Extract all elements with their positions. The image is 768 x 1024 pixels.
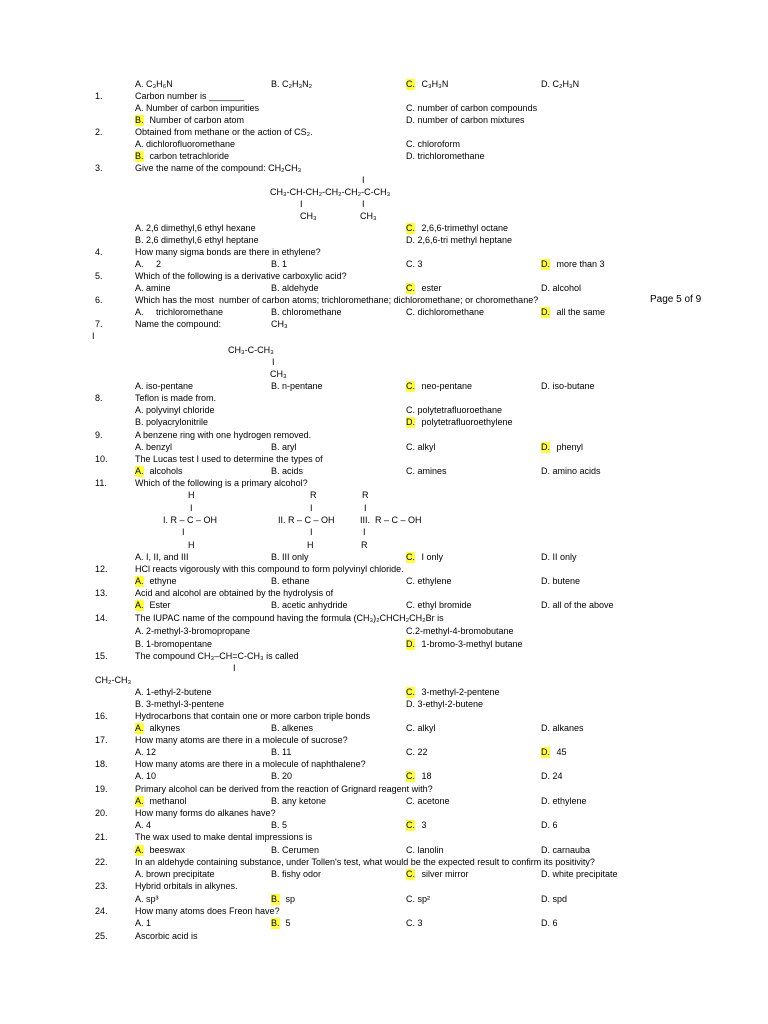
text-fragment: III. R – C – OH bbox=[360, 515, 422, 525]
text-fragment: D. number of carbon mixtures bbox=[406, 115, 525, 125]
text-fragment: D. II only bbox=[541, 552, 577, 562]
text-fragment: D. 3-ethyl-2-butene bbox=[406, 699, 484, 709]
answer-highlight: C. bbox=[406, 771, 415, 781]
answer-highlight: B. bbox=[135, 115, 144, 125]
answer-highlight: D. bbox=[406, 417, 415, 427]
text-fragment: methanol bbox=[147, 796, 187, 806]
text-fragment: A. 2,6 dimethyl,6 ethyl hexane bbox=[135, 223, 256, 233]
answer-highlight: A. bbox=[135, 845, 144, 855]
text-fragment: C. 3 bbox=[406, 918, 423, 928]
text-fragment: alkynes bbox=[147, 723, 181, 733]
text-fragment: B. chloromethane bbox=[271, 307, 342, 317]
text-fragment: B. polyacrylonitrile bbox=[135, 417, 209, 427]
text-fragment: 9. bbox=[95, 430, 103, 440]
text-fragment: sp bbox=[283, 894, 296, 904]
text-fragment: CH₃ bbox=[300, 211, 317, 221]
text-fragment: How many sigma bonds are there in ethylene? bbox=[135, 247, 321, 257]
text-fragment: Ascorbic acid is bbox=[135, 931, 198, 941]
text-fragment: 6. bbox=[95, 295, 103, 305]
text-fragment: D. all of the above bbox=[541, 600, 614, 610]
text-fragment: C. polytetrafluoroethane bbox=[406, 405, 503, 415]
text-fragment: 19. bbox=[95, 784, 108, 794]
text-fragment: B. acetic anhydride bbox=[271, 600, 348, 610]
answer-highlight: C. bbox=[406, 381, 415, 391]
text-fragment: B. 3-methyl-3-pentene bbox=[135, 699, 225, 709]
text-fragment: C₃H₃N bbox=[419, 79, 449, 89]
text-fragment: D. ethylene bbox=[541, 796, 587, 806]
text-fragment: A. 2-methyl-3-bromopropane bbox=[135, 626, 251, 636]
text-fragment: 18. bbox=[95, 759, 108, 769]
text-fragment: I bbox=[310, 503, 313, 513]
text-fragment: beeswax bbox=[147, 845, 186, 855]
text-fragment: A. amine bbox=[135, 283, 171, 293]
text-fragment: A. polyvinyl chloride bbox=[135, 405, 215, 415]
text-fragment: B. III only bbox=[271, 552, 309, 562]
text-fragment: CH₂-CH₃ bbox=[95, 675, 132, 685]
text-fragment: I bbox=[300, 199, 303, 209]
text-fragment: How many atoms does Freon have? bbox=[135, 906, 280, 916]
text-fragment: C. alkyl bbox=[406, 723, 436, 733]
text-fragment: A. 10 bbox=[135, 771, 157, 781]
text-fragment: 20. bbox=[95, 808, 108, 818]
text-fragment: II. R – C – OH bbox=[278, 515, 335, 525]
text-fragment: 24. bbox=[95, 906, 108, 916]
text-fragment: In an aldehyde containing substance, under Tollen's test, what would be the expected result to confirm its positivity? bbox=[135, 857, 595, 867]
text-fragment: Obtained from methane or the action of CS₂. bbox=[135, 127, 313, 137]
text-fragment: 17. bbox=[95, 735, 108, 745]
text-fragment: C. chloroform bbox=[406, 139, 461, 149]
answer-highlight: A. bbox=[135, 576, 144, 586]
text-fragment: D. trichloromethane bbox=[406, 151, 485, 161]
text-fragment: The wax used to make dental impressions is bbox=[135, 832, 313, 842]
text-fragment: I bbox=[182, 527, 185, 537]
text-fragment: alcohols bbox=[147, 466, 183, 476]
text-fragment: C. acetone bbox=[406, 796, 450, 806]
text-fragment: C. ethylene bbox=[406, 576, 452, 586]
answer-highlight: C. bbox=[406, 552, 415, 562]
text-fragment: H bbox=[307, 540, 314, 550]
text-fragment: 1. bbox=[95, 91, 103, 101]
text-fragment: CH₃ bbox=[271, 319, 288, 329]
answer-highlight: D. bbox=[541, 259, 550, 269]
text-fragment: I bbox=[363, 527, 366, 537]
text-fragment: 1-bromo-3-methyl butane bbox=[419, 639, 523, 649]
answer-highlight: C. bbox=[406, 820, 415, 830]
text-fragment: D. 24 bbox=[541, 771, 563, 781]
page-number-label: Page 5 of 9 bbox=[650, 294, 702, 305]
text-fragment: C. 3 bbox=[406, 259, 423, 269]
text-fragment: 10. bbox=[95, 454, 108, 464]
text-fragment: 4. bbox=[95, 247, 103, 257]
text-fragment: I bbox=[310, 527, 313, 537]
text-fragment: B. fishy odor bbox=[271, 869, 322, 879]
text-fragment: all the same bbox=[554, 307, 606, 317]
text-fragment: I bbox=[364, 503, 367, 513]
text-fragment: Primary alcohol can be derived from the reaction of Grignard reagent with? bbox=[135, 784, 433, 794]
text-fragment: ester bbox=[419, 283, 442, 293]
text-fragment: How many atoms are there in a molecule of naphthalene? bbox=[135, 759, 366, 769]
text-fragment: 11. bbox=[95, 478, 107, 488]
answer-highlight: D. bbox=[406, 639, 415, 649]
text-fragment: D. alcohol bbox=[541, 283, 582, 293]
answer-highlight: A. bbox=[135, 796, 144, 806]
text-fragment: B. 5 bbox=[271, 820, 288, 830]
text-fragment: R bbox=[362, 490, 369, 500]
text-fragment: C. 22 bbox=[406, 747, 428, 757]
text-fragment: I bbox=[272, 357, 275, 367]
text-fragment: D. 6 bbox=[541, 918, 558, 928]
text-fragment: B. n-pentane bbox=[271, 381, 323, 391]
text-fragment: 21. bbox=[95, 832, 108, 842]
text-fragment: CH₃-C-CH₃ bbox=[228, 345, 274, 355]
text-fragment: A. Number of carbon impurities bbox=[135, 103, 260, 113]
text-fragment: B. 11 bbox=[271, 747, 292, 757]
text-fragment: Carbon number is _______ bbox=[135, 91, 245, 101]
text-fragment: D. iso-butane bbox=[541, 381, 595, 391]
text-fragment: I bbox=[190, 503, 193, 513]
text-fragment: I only bbox=[419, 552, 444, 562]
text-fragment: 2. bbox=[95, 127, 103, 137]
text-fragment: I bbox=[92, 331, 95, 341]
text-fragment: B. C₂H₃N₂ bbox=[271, 79, 313, 89]
text-fragment: B. ethane bbox=[271, 576, 310, 586]
text-fragment: The IUPAC name of the compound having the formula (CH₃)₂CHCH₂CH₂Br is bbox=[135, 613, 444, 623]
text-fragment: silver mirror bbox=[419, 869, 469, 879]
text-fragment: B. aryl bbox=[271, 442, 297, 452]
text-fragment: C. dichloromethane bbox=[406, 307, 485, 317]
text-fragment: HCl reacts vigorously with this compound to form polyvinyl chloride. bbox=[135, 564, 404, 574]
text-fragment: B. Cerumen bbox=[271, 845, 320, 855]
text-fragment: neo-pentane bbox=[419, 381, 473, 391]
text-fragment: Name the compound: bbox=[135, 319, 222, 329]
text-fragment: 15. bbox=[95, 651, 108, 661]
text-fragment: phenyl bbox=[554, 442, 584, 452]
text-fragment: A. brown precipitate bbox=[135, 869, 215, 879]
text-fragment: A. 1 bbox=[135, 918, 152, 928]
text-fragment: more than 3 bbox=[554, 259, 605, 269]
text-fragment: carbon tetrachloride bbox=[147, 151, 230, 161]
text-fragment: Hybrid orbitals in alkynes. bbox=[135, 881, 238, 891]
text-fragment: A. C₃H₆N bbox=[135, 79, 173, 89]
text-fragment: A benzene ring with one hydrogen removed. bbox=[135, 430, 312, 440]
text-fragment: 5 bbox=[283, 918, 291, 928]
text-fragment: CH₃-CH-CH₂-CH₂-CH₂-C-CH₃ bbox=[270, 187, 391, 197]
text-fragment: B. acids bbox=[271, 466, 304, 476]
text-fragment: 8. bbox=[95, 393, 103, 403]
text-fragment: CH₃ bbox=[360, 211, 377, 221]
text-fragment: polytetrafluoroethylene bbox=[419, 417, 513, 427]
text-fragment: CH₃ bbox=[270, 369, 287, 379]
text-fragment: C. amines bbox=[406, 466, 447, 476]
text-fragment: A. 1-ethyl-2-butene bbox=[135, 687, 212, 697]
text-fragment: The compound CH₃–CH=C-CH₃ is called bbox=[135, 651, 299, 661]
text-fragment: How many forms do alkanes have? bbox=[135, 808, 276, 818]
text-fragment: Acid and alcohol are obtained by the hydrolysis of bbox=[135, 588, 334, 598]
answer-highlight: A. bbox=[135, 466, 144, 476]
text-fragment: R bbox=[361, 540, 368, 550]
text-fragment: 14. bbox=[95, 613, 108, 623]
text-fragment: How many atoms are there in a molecule of sucrose? bbox=[135, 735, 348, 745]
text-fragment: Number of carbon atom bbox=[147, 115, 245, 125]
text-fragment: D. amino acids bbox=[541, 466, 601, 476]
text-fragment: A. sp³ bbox=[135, 894, 159, 904]
text-fragment: D. alkanes bbox=[541, 723, 584, 733]
text-fragment: B. 1-bromopentane bbox=[135, 639, 213, 649]
text-fragment: A. trichloromethane bbox=[135, 307, 224, 317]
text-fragment: Which of the following is a primary alcohol? bbox=[135, 478, 308, 488]
text-fragment: D. 2,6,6-tri methyl heptane bbox=[406, 235, 513, 245]
text-fragment: 18 bbox=[419, 771, 432, 781]
text-fragment: 12. bbox=[95, 564, 108, 574]
answer-highlight: B. bbox=[271, 894, 280, 904]
text-fragment: B. 20 bbox=[271, 771, 293, 781]
answer-highlight: B. bbox=[271, 918, 280, 928]
text-fragment: 13. bbox=[95, 588, 108, 598]
answer-highlight: C. bbox=[406, 869, 415, 879]
text-fragment: B. 2,6 dimethyl,6 ethyl heptane bbox=[135, 235, 259, 245]
text-fragment: C. ethyl bromide bbox=[406, 600, 472, 610]
text-fragment: 3 bbox=[419, 820, 427, 830]
text-fragment: 25. bbox=[95, 931, 108, 941]
text-fragment: 16. bbox=[95, 711, 108, 721]
answer-highlight: C. bbox=[406, 223, 415, 233]
answer-highlight: D. bbox=[541, 442, 550, 452]
text-fragment: A. benzyl bbox=[135, 442, 173, 452]
text-fragment: B. alkenes bbox=[271, 723, 314, 733]
text-fragment: The Lucas test I used to determine the types of bbox=[135, 454, 323, 464]
text-fragment: C. sp² bbox=[406, 894, 431, 904]
text-fragment: B. aldehyde bbox=[271, 283, 319, 293]
text-fragment: Give the name of the compound: CH₂CH₃ bbox=[135, 163, 302, 173]
text-fragment: I. R – C – OH bbox=[163, 515, 218, 525]
text-fragment: A. dichlorofluoromethane bbox=[135, 139, 236, 149]
text-fragment: H bbox=[188, 540, 195, 550]
text-fragment: A. I, II, and III bbox=[135, 552, 189, 562]
text-fragment: 3-methyl-2-pentene bbox=[419, 687, 500, 697]
text-fragment: Which has the most number of carbon atoms; trichloromethane; dichloromethane; or choromethane? bbox=[135, 295, 539, 305]
text-fragment: D. 6 bbox=[541, 820, 558, 830]
text-fragment: 7. bbox=[95, 319, 103, 329]
text-fragment: C.2-methyl-4-bromobutane bbox=[406, 626, 514, 636]
text-fragment: D. white precipitate bbox=[541, 869, 618, 879]
text-fragment: I bbox=[233, 663, 236, 673]
text-fragment: A. 2 bbox=[135, 259, 162, 269]
text-fragment: Ester bbox=[147, 600, 171, 610]
answer-highlight: C. bbox=[406, 283, 415, 293]
text-fragment: C. lanolin bbox=[406, 845, 444, 855]
answer-highlight: B. bbox=[135, 151, 144, 161]
text-fragment: A. 4 bbox=[135, 820, 152, 830]
text-fragment: H bbox=[188, 490, 195, 500]
answer-highlight: A. bbox=[135, 600, 144, 610]
text-fragment: 5. bbox=[95, 271, 103, 281]
text-fragment: D. carnauba bbox=[541, 845, 591, 855]
text-fragment: D. C₂H₃N bbox=[541, 79, 580, 89]
text-fragment: 2,6,6-trimethyl octane bbox=[419, 223, 509, 233]
answer-highlight: A. bbox=[135, 723, 144, 733]
answer-highlight: C. bbox=[406, 687, 415, 697]
text-fragment: C. alkyl bbox=[406, 442, 436, 452]
text-fragment: Hydrocarbons that contain one or more carbon triple bonds bbox=[135, 711, 371, 721]
text-fragment: D. spd bbox=[541, 894, 568, 904]
text-fragment: I bbox=[362, 199, 365, 209]
answer-highlight: D. bbox=[541, 307, 550, 317]
text-fragment: ethyne bbox=[147, 576, 177, 586]
answer-highlight: C. bbox=[406, 79, 415, 89]
text-fragment: A. 12 bbox=[135, 747, 157, 757]
text-fragment: D. butene bbox=[541, 576, 581, 586]
text-fragment: I bbox=[362, 175, 365, 185]
text-fragment: 3. bbox=[95, 163, 103, 173]
text-fragment: 45 bbox=[554, 747, 567, 757]
answer-highlight: D. bbox=[541, 747, 550, 757]
text-fragment: Teflon is made from. bbox=[135, 393, 217, 403]
text-fragment: B. any ketone bbox=[271, 796, 327, 806]
text-fragment: C. number of carbon compounds bbox=[406, 103, 538, 113]
text-fragment: Which of the following is a derivative carboxylic acid? bbox=[135, 271, 347, 281]
text-fragment: R bbox=[310, 490, 317, 500]
text-fragment: A. iso-pentane bbox=[135, 381, 194, 391]
text-fragment: 23. bbox=[95, 881, 108, 891]
text-fragment: B. 1 bbox=[271, 259, 288, 269]
text-fragment: 22. bbox=[95, 857, 108, 867]
